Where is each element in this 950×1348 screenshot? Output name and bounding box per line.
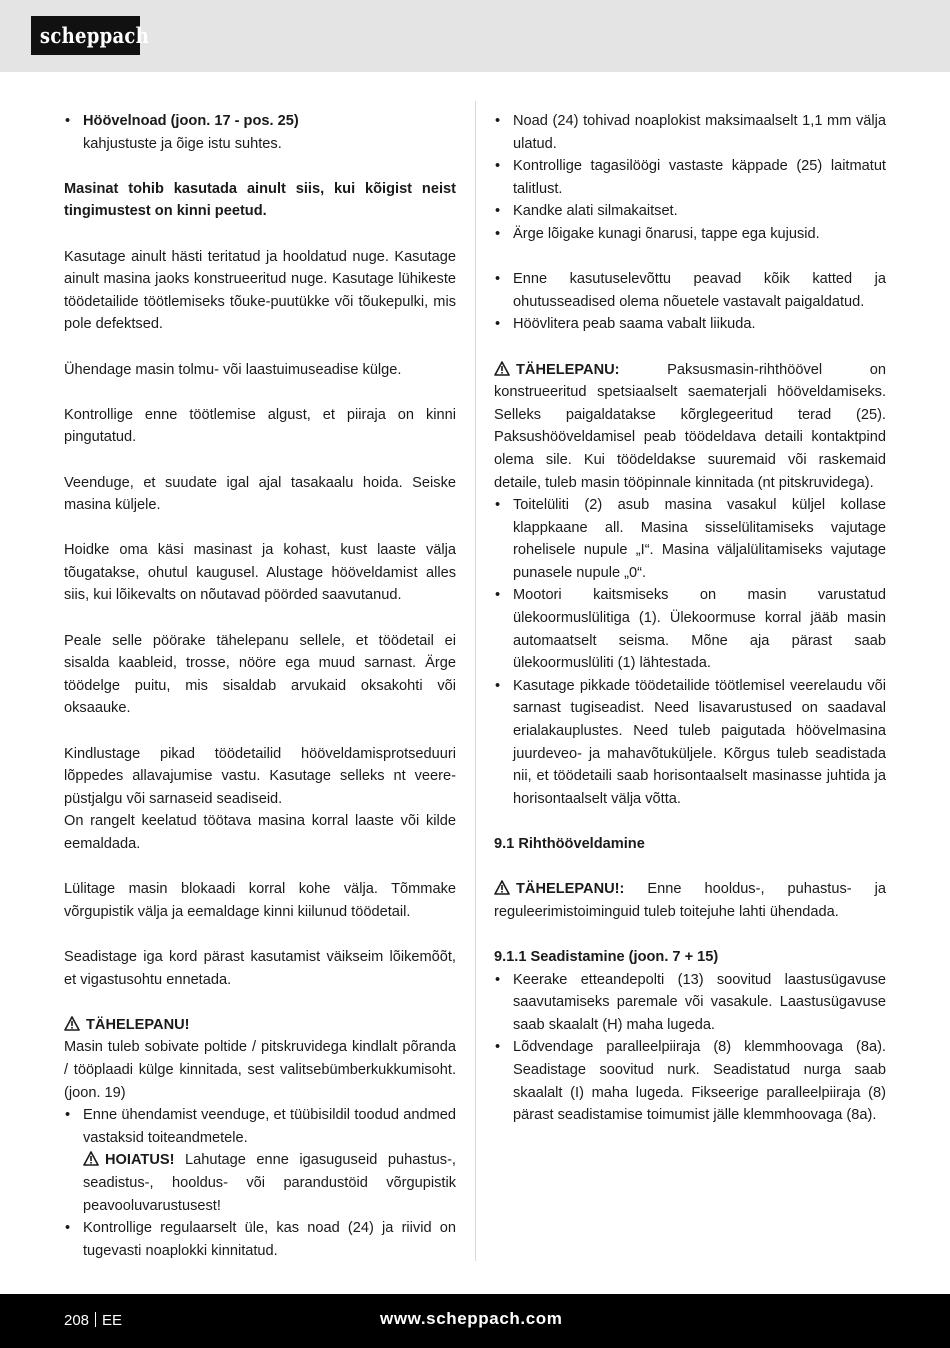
conditions-notice: Masinat tohib kasutada ainult siis, kui kõigist neist tingimustest on kinni peetud. bbox=[64, 180, 456, 220]
list-item bbox=[64, 110, 456, 155]
paragraph: Ühendage masin tolmu- või laastuimuseadise külge. bbox=[64, 361, 402, 378]
page-separator bbox=[95, 1312, 96, 1327]
page-number bbox=[64, 1310, 122, 1333]
list-item: • Kandke alati silmakaitset. bbox=[494, 200, 886, 223]
list-item: • Toitelüliti (2) asub masina vasakul küljel kollase klappkaane all. Masina sisselülitamiseks vajutage rohelisele nupule „I“. Masina väljalülitamiseks vajutage punasele nupule „0“. bbox=[494, 494, 886, 584]
left-column bbox=[64, 110, 456, 1262]
list-item: • Lõdvendage paralleelpiiraja (8) klemmhoovaga (8a). Seadistage soovitud nurk. Seadistatud nurga saab skaalalt (I) maha lugeda. Fikseerige paralleelpiiraja (8) pärast seadistamise toimumist jälle klemmhoovaga (8a). bbox=[494, 1036, 886, 1126]
warning-triangle-icon bbox=[83, 1151, 99, 1166]
operation-list bbox=[494, 494, 886, 810]
subsection-heading: 9.1.1 Seadistamine (joon. 7 + 15) bbox=[494, 948, 719, 965]
attention-label: TÄHELEPANU: bbox=[516, 361, 620, 378]
blade-check-list bbox=[64, 110, 456, 155]
list-item: • Höövlitera peab saama vabalt liikuda. bbox=[494, 313, 886, 336]
attention-label: TÄHELEPANU!: bbox=[516, 881, 625, 898]
warning-heading bbox=[64, 1014, 456, 1037]
list-item bbox=[64, 1104, 456, 1217]
safety-list bbox=[494, 110, 886, 246]
warning-label: TÄHELEPANU! bbox=[86, 1016, 190, 1033]
attention-paragraph bbox=[494, 878, 886, 923]
right-column bbox=[494, 110, 886, 1127]
paragraph: On rangelt keelatud töötava masina korral laaste või kilde eemaldada. bbox=[64, 813, 456, 852]
list-item: • Mootori kaitsmiseks on masin varustatud ülekoormuslülitiga (1). Ülekoormuse korral jääb masin automaatselt seisma. Mõne aja pärast saab ülekoormuslüliti (1) lähtestada. bbox=[494, 584, 886, 674]
paragraph: Kindlustage pikad töödetailid hööveldamisprotseduuri lõppedes allavajumise vastu. Kasutage selleks nt veere-püstjalgu või sarnaseid seadiseid. bbox=[64, 745, 456, 807]
list-item: • Noad (24) tohivad noaplokist maksimaalselt 1,1 mm välja ulatud. bbox=[494, 110, 886, 155]
list-item: • Kontrollige tagasilöögi vastaste käppade (25) laitmatut talitlust. bbox=[494, 155, 886, 200]
paragraph: Lülitage masin blokaadi korral kohe välja. Tõmmake võrgupistik välja ja eemaldage kinni kiilunud töödetail. bbox=[64, 881, 456, 920]
safety-list-2 bbox=[494, 268, 886, 336]
page-header bbox=[0, 0, 950, 72]
page-number-value: 208 bbox=[64, 1312, 90, 1329]
warning-triangle-icon bbox=[494, 361, 510, 376]
list-item: • Kasutage pikkade töödetailide töötlemisel veerelaudu või sarnast tugiseadist. Need lisavarustused on saadaval erialakauplustes. Need tuleb paigutada höövelmasina juurdeveo- ja mahavõtuküljele. Kõrgus tuleb seadistada nii, et töödetaili saab horisontaalselt masinasse juhtida ja horisontaalselt välja võtta. bbox=[494, 675, 886, 811]
attention-text: Enne hooldus-, puhastus- ja reguleerimistoiminguid tuleb toitejuhe lahti ühendada. bbox=[494, 881, 886, 920]
paragraph: Hoidke oma käsi masinast ja kohast, kust laaste välja tõugatakse, ohutul kaugusel. Alustage hööveldamist alles siis, kui lõikevalts on nõutavad pöörded saavutanud. bbox=[64, 542, 456, 604]
attention-paragraph bbox=[494, 359, 886, 495]
paragraph: Peale selle pöörake tähelepanu sellele, et töödetail ei sisalda kaableid, trosse, nööre ega muud sarnast. Ärge töödelge puitu, mis sisaldab arvukaid oksakohti või oksaauke. bbox=[64, 632, 456, 717]
section-heading: 9.1 Rihthööveldamine bbox=[494, 836, 645, 852]
list-item-text: Enne ühendamist veenduge, et tüübisildil toodud andmed vastaksid toiteandmetele. bbox=[83, 1107, 456, 1146]
blade-check-text: kahjustuste ja õige istu suhtes. bbox=[83, 135, 282, 152]
list-item: • Ärge lõigake kunagi õnarusi, tappe ega kujusid. bbox=[494, 223, 886, 246]
paragraph: Kasutage ainult hästi teritatud ja hooldatud nuge. Kasutage ainult masina jaoks konstrueeritud nuge. Kasutage lühikeste töödetailide töötlemiseks tõuke-puutükke või tõukepulki, mis pole defektsed. bbox=[64, 248, 456, 333]
setup-list bbox=[494, 969, 886, 1127]
connection-list bbox=[64, 1104, 456, 1262]
column-divider bbox=[475, 101, 476, 1261]
paragraph: Veenduge, et suudate igal ajal tasakaalu hoida. Seiske masina küljele. bbox=[64, 474, 456, 514]
page-footer bbox=[0, 1294, 950, 1348]
warning-triangle-icon bbox=[64, 1016, 80, 1031]
paragraph: Seadistage iga kord pärast kasutamist väikseim lõikemõõt, et vigastusohtu ennetada. bbox=[64, 948, 456, 988]
scheppach-logo: scheppach bbox=[31, 16, 140, 55]
list-item: • Kontrollige regulaarselt üle, kas noad (24) ja riivid on tugevasti noaplokki kinnitatud. bbox=[64, 1217, 456, 1262]
list-item: • Enne kasutuselevõttu peavad kõik katted ja ohutusseadised olema nõuetele vastavalt paigaldatud. bbox=[494, 268, 886, 313]
paragraph: Kontrollige enne töötlemise algust, et piiraja on kinni pingutatud. bbox=[64, 406, 456, 446]
hoiatus-text: Lahutage enne igasuguseid puhastus-, seadistus-, hooldus- või parandustöid võrgupistik peavooluvarustusest! bbox=[83, 1152, 456, 1214]
list-item: • Keerake etteandepolti (13) soovitud laastusügavuse saavutamiseks paremale või vasakule. Laastusügavuse saab skaalalt (H) maha lugeda. bbox=[494, 969, 886, 1037]
attention-text: Paksusmasin-rihthöövel on konstrueeritud spetsiaalselt saematerjali hööveldamiseks. Selleks paigaldatakse kõrglegeeritud terad (25). Paksushööveldamisel peab töödeldava detaili kontaktpind olema sile. Kui töödeldakse suuremaid või raskemaid detaile, tuleb masin tööpinnale kinnitada (nt pitskruvidega). bbox=[494, 361, 886, 491]
website-link[interactable]: www.scheppach.com bbox=[380, 1309, 563, 1328]
blade-check-title: Höövelnoad (joon. 17 - pos. 25) bbox=[83, 113, 299, 129]
warning-text: Masin tuleb sobivate poltide / pitskruvidega kindlalt põranda / tööplaadi külge kinnitada, sest valitsebümberkukkumisoht. (joon. 19) bbox=[64, 1039, 456, 1101]
language-code: EE bbox=[102, 1312, 123, 1329]
warning-triangle-icon bbox=[494, 880, 510, 895]
hoiatus-label: HOIATUS! bbox=[105, 1152, 175, 1169]
